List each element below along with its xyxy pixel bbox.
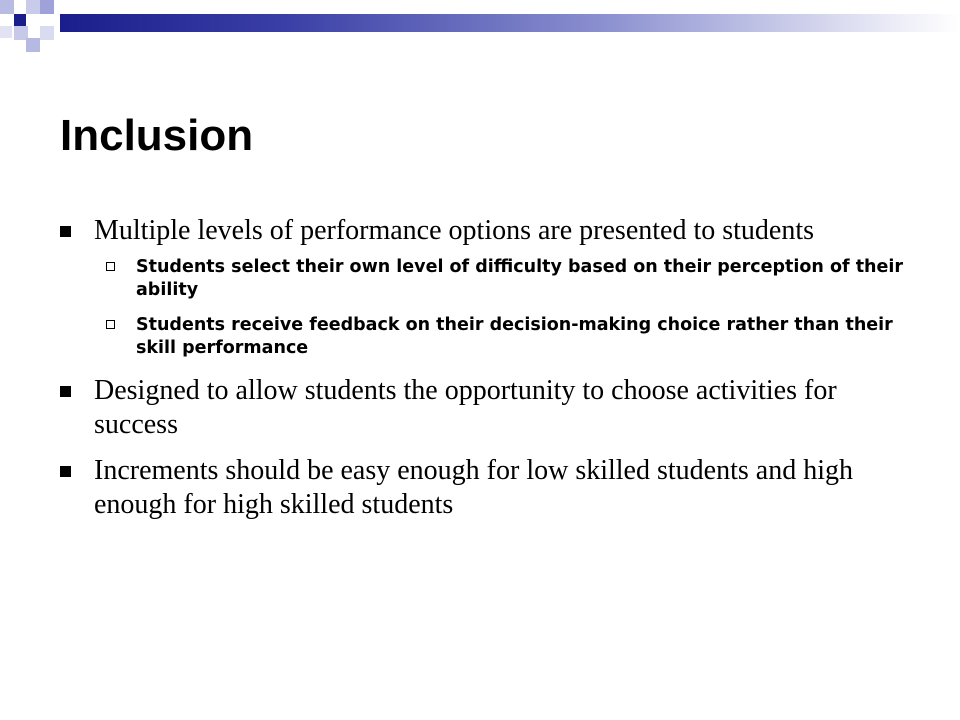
square-bullet-icon (60, 466, 71, 477)
hollow-square-bullet-icon (106, 262, 115, 271)
sub-bullet-item (60, 314, 910, 360)
decorative-square (0, 0, 14, 14)
square-bullet-icon (60, 386, 71, 397)
bullet-list (60, 214, 910, 534)
sub-bullet-text: Students receive feedback on their decision-making choice rather than their skill performance (136, 315, 893, 358)
sub-bullet-list (60, 256, 910, 360)
square-bullet-icon (60, 226, 71, 237)
bullet-text: Increments should be easy enough for low skilled students and high enough for high skilled students (94, 455, 853, 520)
hollow-square-bullet-icon (106, 320, 115, 329)
decorative-square (26, 38, 40, 52)
bullet-text: Multiple levels of performance options are presented to students (94, 215, 815, 246)
header-banner (0, 0, 960, 60)
bullet-item (60, 214, 910, 248)
bullet-item (60, 374, 910, 442)
bullet-item (60, 454, 910, 522)
decorative-square (26, 0, 40, 14)
slide-title: Inclusion (60, 111, 254, 160)
decorative-square (40, 0, 54, 14)
decorative-square (40, 26, 54, 40)
sub-bullet-item (60, 256, 910, 302)
decorative-square (0, 26, 12, 38)
bullet-text: Designed to allow students the opportunity to choose activities for success (94, 375, 837, 440)
decorative-square (14, 14, 26, 26)
gradient-bar (60, 14, 960, 32)
sub-bullet-text: Students select their own level of difficulty based on their perception of their ability (136, 257, 904, 300)
